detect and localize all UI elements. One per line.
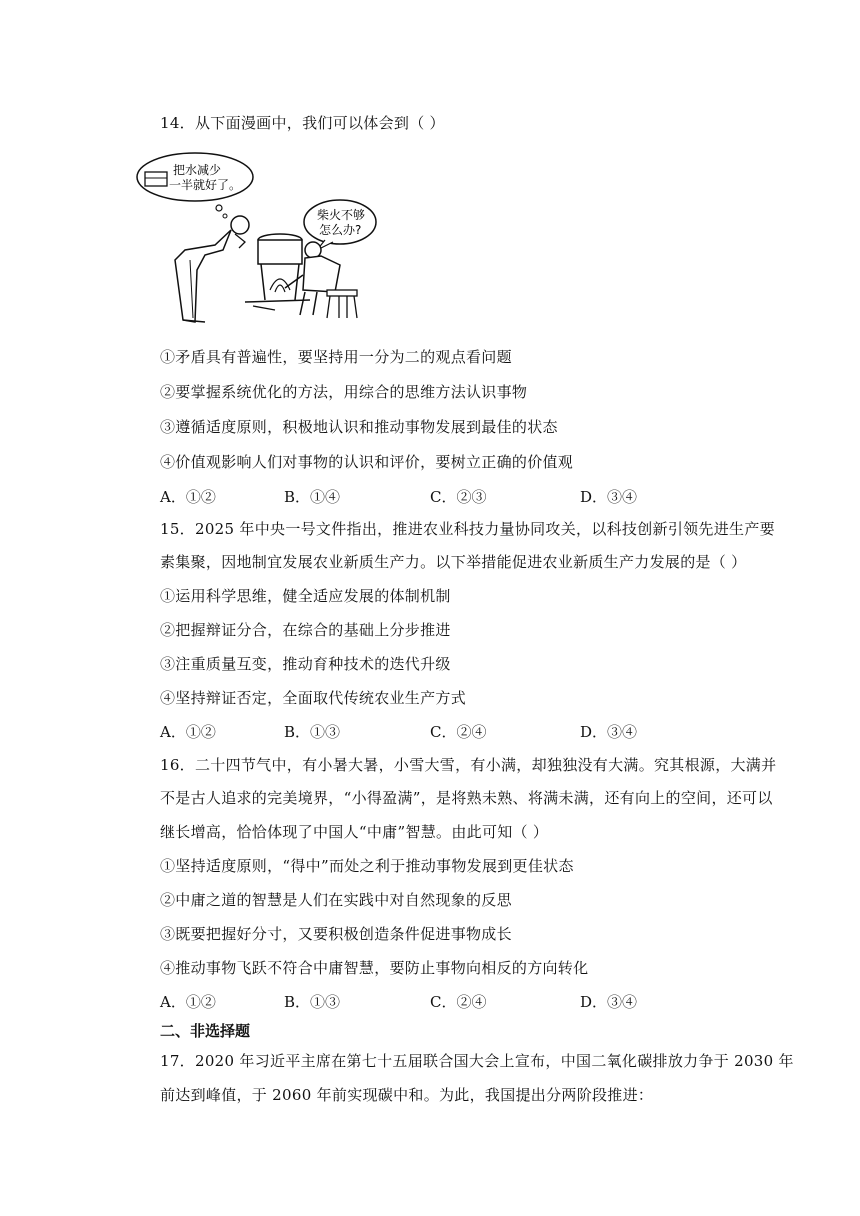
- q16-option-b[interactable]: B．①③: [284, 993, 341, 1011]
- q16-stem-line1: 16．二十四节气中，有小暑大暑，小雪大雪，有小满，却独独没有大满。究其根源，大满并: [160, 756, 777, 774]
- q15-option-c[interactable]: C．②④: [430, 723, 487, 741]
- q15-option-b[interactable]: B．①③: [284, 723, 341, 741]
- cartoon-illustration: [135, 150, 380, 330]
- q15-stem-line1: 15．2025 年中央一号文件指出，推进农业科技力量协同攻关，以科技创新引领先进生产要: [160, 520, 775, 538]
- q14-option-d[interactable]: D．③④: [580, 488, 638, 506]
- q15-item-4: ④坚持辩证否定，全面取代传统农业生产方式: [160, 689, 467, 707]
- q15-item-2: ②把握辩证分合，在综合的基础上分步推进: [160, 621, 451, 639]
- q14-stem: 14．从下面漫画中，我们可以体会到（ ）: [160, 114, 445, 132]
- q16-stem-line2: 不是古人追求的完美境界，“小得盈满”，是将熟未熟、将满未满，还有向上的空间，还可以: [160, 789, 773, 807]
- q15-item-3: ③注重质量互变，推动育种技术的迭代升级: [160, 655, 451, 673]
- section-title: 二、非选择题: [160, 1022, 251, 1040]
- q16-option-d[interactable]: D．③④: [580, 993, 638, 1011]
- q16-item-3: ③既要把握好分寸，又要积极创造条件促进事物成长: [160, 925, 512, 943]
- bubble-right-line1: 柴火不够: [317, 208, 366, 222]
- bubble-left-line2: 一半就好了。: [169, 178, 242, 192]
- q15-stem-line2: 素集聚，因地制宜发展农业新质生产力。以下举措能促进农业新质生产力发展的是（ ）: [160, 553, 747, 571]
- q15-option-a[interactable]: A．①②: [160, 723, 216, 741]
- q16-option-c[interactable]: C．②④: [430, 993, 487, 1011]
- q14-item-2: ②要掌握系统优化的方法，用综合的思维方法认识事物: [160, 383, 528, 401]
- q14-item-1: ①矛盾具有普遍性，要坚持用一分为二的观点看问题: [160, 348, 512, 366]
- q16-item-1: ①坚持适度原则，“得中”而处之利于推动事物发展到更佳状态: [160, 857, 574, 875]
- q16-item-2: ②中庸之道的智慧是人们在实践中对自然现象的反思: [160, 891, 512, 909]
- q17-stem-line2: 前达到峰值，于 2060 年前实现碳中和。为此，我国提出分两阶段推进：: [160, 1086, 654, 1104]
- bubble-right-line2: 怎么办?: [319, 223, 362, 237]
- q17-stem-line1: 17．2020 年习近平主席在第七十五届联合国大会上宣布，中国二氧化碳排放力争于 2030 年: [160, 1052, 794, 1070]
- q14-item-4: ④价值观影响人们对事物的认识和评价，要树立正确的价值观: [160, 453, 574, 471]
- q16-stem-line3: 继长增高，恰恰体现了中国人“中庸”智慧。由此可知（ ）: [160, 823, 549, 841]
- q16-item-4: ④推动事物飞跃不符合中庸智慧，要防止事物向相反的方向转化: [160, 959, 589, 977]
- q14-option-c[interactable]: C．②③: [430, 488, 487, 506]
- q14-option-a[interactable]: A．①②: [160, 488, 216, 506]
- q16-option-a[interactable]: A．①②: [160, 993, 216, 1011]
- q15-item-1: ①运用科学思维，健全适应发展的体制机制: [160, 587, 451, 605]
- q14-option-b[interactable]: B．①④: [284, 488, 341, 506]
- bubble-left-line1: 把水减少: [173, 163, 222, 177]
- q14-item-3: ③遵循适度原则，积极地认识和推动事物发展到最佳的状态: [160, 418, 558, 436]
- q15-option-d[interactable]: D．③④: [580, 723, 638, 741]
